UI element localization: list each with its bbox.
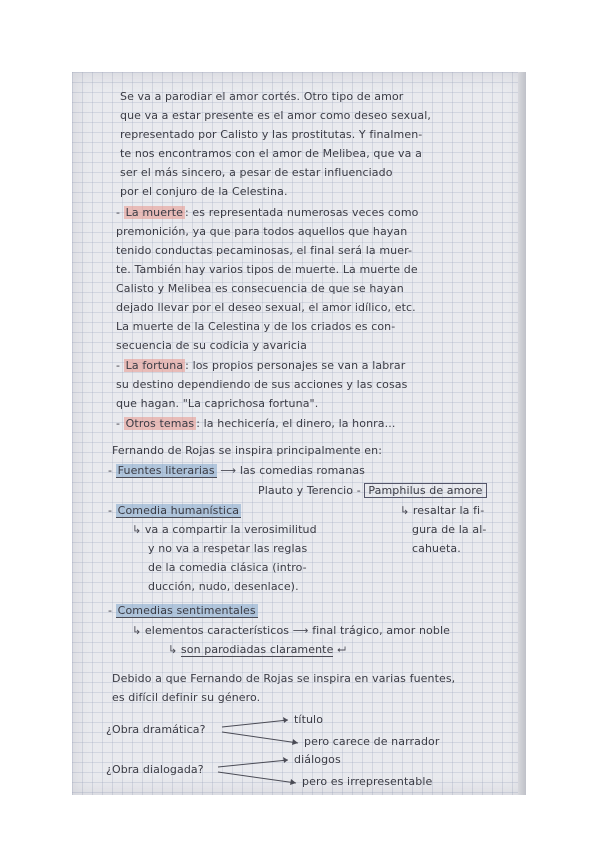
resalta-line: gura de la al-: [412, 523, 487, 536]
plauto-text: Plauto y Terencio: [258, 484, 354, 497]
arrow-icon: [218, 760, 288, 767]
humanistica-line: y no va a respetar las reglas: [148, 542, 308, 555]
sentimentales-line: ↳ son parodiadas claramente ⮠: [168, 643, 346, 656]
arrowhead-icon: [292, 739, 298, 745]
comedia-humanistica-label: Comedia humanística: [117, 504, 240, 517]
genero-line: es difícil definir su género.: [112, 691, 261, 704]
obra-dramatica-b: pero carece de narrador: [304, 735, 440, 748]
resalta-line: ↳ resaltar la fi-: [400, 504, 485, 517]
fuentes-literarias-label: Fuentes literarias: [117, 464, 215, 477]
arrowhead-icon: [283, 757, 288, 763]
arrowhead-icon: [290, 779, 296, 785]
note-line: premonición, ya que para todos aquellos que hayan: [116, 225, 408, 238]
arrow-icon: [218, 772, 296, 783]
muerte-text: : es representada numerosas veces como: [185, 206, 419, 219]
pamphilus-text: Pamphilus de amore: [364, 483, 486, 498]
obra-dramatica-label: ¿Obra dramática?: [106, 723, 206, 736]
note-line: te nos encontramos con el amor de Melibea, que va a: [120, 147, 422, 160]
otros-label: Otros temas: [125, 417, 195, 430]
note-line: secuencia de su codicia y avaricia: [116, 339, 308, 352]
sentimentales-line: ↳ elementos característicos ⟶ final trágico, amor noble: [132, 624, 450, 637]
fuentes-literarias-line: - Fuentes literarias ⟶ las comedias romanas: [108, 464, 366, 477]
humanistica-line: ↳ va a compartir la verosimilitud: [132, 523, 317, 536]
note-line: Se va a parodiar el amor cortés. Otro tipo de amor: [120, 90, 404, 103]
arrow-icon: [222, 732, 298, 743]
otros-text: : la hechicería, el dinero, la honra...: [196, 417, 396, 430]
fortuna-section: - La fortuna : los propios personajes se van a labrar: [116, 359, 406, 372]
obra-dramatica-a: título: [294, 713, 324, 726]
note-line: dejado llevar por el deseo sexual, el amor idílico, etc.: [116, 301, 416, 314]
note-line: Calisto y Melibea es consecuencia de que se hayan: [116, 282, 404, 295]
note-line: que hagan. "La caprichosa fortuna".: [116, 397, 319, 410]
note-line: que va a estar presente es el amor como deseo sexual,: [120, 109, 431, 122]
genero-line: Debido a que Fernando de Rojas se inspira en varias fuentes,: [112, 672, 456, 685]
note-line: tenido conductas pecaminosas, el final será la muer-: [116, 244, 413, 257]
note-line: ser el más sincero, a pesar de estar influenciado: [120, 166, 393, 179]
humanistica-line: ducción, nudo, desenlace).: [148, 580, 299, 593]
muerte-label: La muerte: [125, 206, 183, 219]
arrowhead-icon: [283, 717, 288, 723]
note-line: su destino dependiendo de sus acciones y las cosas: [116, 378, 408, 391]
otros-section: - Otros temas : la hechicería, el dinero, la honra...: [116, 417, 396, 430]
comedias-sentimentales-label: Comedias sentimentales: [117, 604, 256, 617]
fuentes-intro: Fernando de Rojas se inspira principalmente en:: [112, 444, 383, 457]
fortuna-text: : los propios personajes se van a labrar: [185, 359, 406, 372]
obra-dialogada-b: pero es irrepresentable: [302, 775, 433, 788]
plauto-line: Plauto y Terencio - Pamphilus de amore: [258, 484, 487, 497]
notebook-page: [72, 72, 526, 795]
comedias-romanas-text: las comedias romanas: [239, 464, 366, 477]
obra-dialogada-label: ¿Obra dialogada?: [106, 763, 204, 776]
note-line: por el conjuro de la Celestina.: [120, 185, 288, 198]
note-line: te. También hay varios tipos de muerte. La muerte de: [116, 263, 418, 276]
note-line: La muerte de la Celestina y de los criados es con-: [116, 320, 396, 333]
humanistica-line: de la comedia clásica (intro-: [148, 561, 307, 574]
resalta-line: cahueta.: [412, 542, 461, 555]
note-line: representado por Calisto y las prostitutas. Y finalmen-: [120, 128, 423, 141]
fortuna-label: La fortuna: [125, 359, 184, 372]
muerte-section: - La muerte : es representada numerosas veces como: [116, 206, 419, 219]
obra-dialogada-a: diálogos: [294, 753, 341, 766]
arrow-icon: [222, 720, 288, 727]
comedia-humanistica-line: - Comedia humanística: [108, 504, 240, 517]
branch-arrows: [72, 72, 526, 795]
comedias-sentimentales-line: - Comedias sentimentales: [108, 604, 256, 617]
